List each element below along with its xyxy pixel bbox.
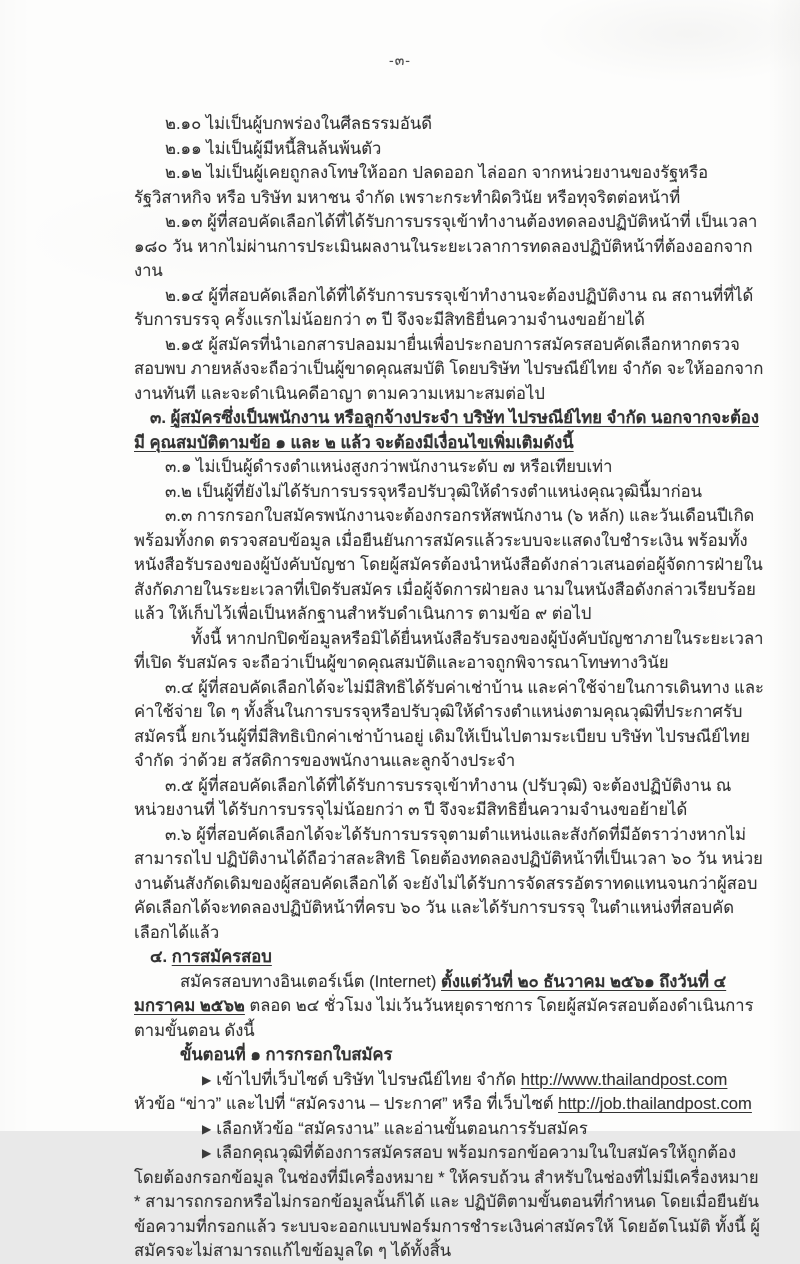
clause-3-2-text: ๓.๒ เป็นผู้ที่ยังไม่ได้รับการบรรจุหรือปรับวุฒิให้ดำรงตำแหน่งคุณวุฒินี้มาก่อน (165, 481, 702, 501)
clause-2-14-text: ๒.๑๔ ผู้ที่สอบคัดเลือกได้ที่ได้รับการบรรจุเข้าทำงานจะต้องปฏิบัติงาน ณ สถานที่ที่ได้รับการบรรจุ ครั้งแรกไม่น้อยกว่า ๓ ปี จึงจะมีสิทธิยื่นความจำนงขอย้ายได้ (134, 285, 754, 329)
section-3-heading (134, 406, 766, 455)
clause-2-13 (134, 210, 766, 284)
application-period-paragraph (134, 970, 766, 1044)
bullet-visit-website-text: หัวข้อ “ข่าว” และไปที่ “สมัครงาน – ประกาศ” หรือ ที่เว็บไซต์ (134, 1094, 559, 1113)
bullet-fill-form-text: เลือกคุณวุฒิที่ต้องการสมัครสอบ พร้อมกรอกข้อความในใบสมัครให้ถูกต้อง โดยต้องกรอกข้อมูล ในช่องที่มีเครื่องหมาย * ให้ครบถ้วน สำหรับในช่องที่ไม่มีเครื่องหมาย * สามารถกรอกหรือไม่กรอกข้อมูลนั้นก็ได้ และ ปฏิบัติตามขั้นตอนที่กำหนด โดยเมื่อยืนยันข้อความที่กรอกแล้ว ระบบจะออกแบบฟอร์มการชำระเงินค่าสมัครให้ โดยอัตโนมัติ ทั้งนี้ ผู้สมัครจะไม่สามารถแก้ไขข้อมูลใด ๆ ได้ทั้งสิ้น (134, 1143, 760, 1260)
bullet-select-topic (134, 1117, 766, 1142)
section-4-heading (134, 945, 766, 970)
clause-3-2 (134, 480, 766, 505)
bullet-visit-website-text: เข้าไปที่เว็บไซต์ บริษัท ไปรษณีย์ไทย จำกัด (216, 1069, 521, 1089)
clause-3-5-text: ๓.๕ ผู้ที่สอบคัดเลือกได้ที่ได้รับการบรรจุเข้าทำงาน (ปรับวุฒิ) จะต้องปฏิบัติงาน ณ หน่วยงานที่ ได้รับการบรรจุไม่น้อยกว่า ๓ ปี จึงจะมีสิทธิยื่นความจำนงขอย้ายได้ (134, 775, 732, 819)
clause-2-10 (134, 112, 766, 137)
clause-2-14 (134, 284, 766, 333)
bullet-fill-form (134, 1141, 766, 1264)
triangle-bullet-icon: ▶ (202, 1146, 212, 1160)
clause-3-3-text: ๓.๓ การกรอกใบสมัครพนักงานจะต้องกรอกรหัสพนักงาน (๖ หลัก) และวันเดือนปีเกิด พร้อมทั้งกด ตรวจสอบข้อมูล เมื่อยืนยันการสมัครแล้วระบบจะแสดงใบชำระเงิน พร้อมทั้งหนังสือรับรองของผู้บังคับบัญชา โดยผู้สมัครต้องนำหนังสือดังกล่าวเสนอต่อผู้จัดการฝ่ายในสังกัดภายในระยะเวลาที่เปิดรับสมัคร เมื่อผู้จัดการฝ่ายลง นามในหนังสือดังกล่าวเรียบร้อยแล้ว ให้เก็บไว้เพื่อเป็นหลักฐานสำหรับดำเนินการ ตามข้อ ๙ ต่อไป (134, 506, 763, 623)
clause-3-6 (134, 823, 766, 946)
page-number: -๓- (389, 52, 411, 68)
clause-3-6-text: ๓.๖ ผู้ที่สอบคัดเลือกได้จะได้รับการบรรจุตามตำแหน่งและสังกัดที่มีอัตราว่างหากไม่สามารถไป ปฏิบัติงานได้ถือว่าสละสิทธิ โดยต้องทดลองปฏิบัติหน้าที่เป็นเวลา ๖๐ วัน หน่วยงานต้นสังกัดเดิมของผู้สอบคัดเลือกได้ จะยังไม่ได้รับการจัดสรรอัตราทดแทนจนกว่าผู้สอบคัดเลือกได้จะทดลองปฏิบัติหน้าที่ครบ ๖๐ วัน และได้รับการบรรจุ ในตำแหน่งที่สอบคัดเลือกได้แล้ว (134, 824, 763, 942)
clause-2-11-text: ๒.๑๑ ไม่เป็นผู้มีหนี้สินล้นพ้นตัว (165, 138, 382, 158)
application-period-paragraph-text: ตั้งแต่วันที่ ๒๐ ธันวาคม ๒๕๖๑ ถึงวันที่ ๔ มกราคม ๒๕๖๒ (134, 971, 727, 1015)
section-4-heading-text: การสมัครสอบ (171, 947, 272, 966)
clause-3-5 (134, 774, 766, 823)
step-1-heading-text: ขั้นตอนที่ ๑ การกรอกใบสมัคร (180, 1045, 393, 1064)
clause-3-3-note-text: ทั้งนี้ หากปกปิดข้อมูลหรือมิได้ยื่นหนังสือรับรองของผู้บังคับบัญชาภายในระยะเวลาที่เปิด รับสมัคร จะถือว่าเป็นผู้ขาดคุณสมบัติและอาจถูกพิจารณาโทษทางวินัย (134, 628, 764, 672)
clause-2-12-text: ๒.๑๒ ไม่เป็นผู้เคยถูกลงโทษให้ออก ปลดออก ไล่ออก จากหน่วยงานของรัฐหรือรัฐวิสาหกิจ หรือ บริษัท มหาชน จำกัด เพราะกระทำผิดวินัย หรือทุจริตต่อหน้าที่ (134, 163, 709, 207)
clause-3-3 (134, 504, 766, 627)
application-period-paragraph-text: ตลอด ๒๔ ชั่วโมง ไม่เว้นวันหยุดราชการ โดยผู้สมัครสอบต้องดำเนินการตามขั้นตอน ดังนี้ (134, 996, 754, 1040)
clause-2-15 (134, 333, 766, 407)
section-3-heading-text: ผู้สมัครซึ่งเป็นพนักงาน หรือลูกจ้างประจำ บริษัท ไปรษณีย์ไทย จำกัด นอกจากจะต้องมี คุณสมบัติตามข้อ ๑ และ ๒ แล้ว จะต้องมีเงื่อนไขเพิ่มเติมดังนี้ (134, 408, 759, 452)
clause-3-3-note (134, 627, 766, 676)
url-thailandpost: http://www.thailandpost.com (520, 1069, 728, 1089)
clause-3-4-text: ๓.๔ ผู้ที่สอบคัดเลือกได้จะไม่มีสิทธิได้รับค่าเช่าบ้าน และค่าใช้จ่ายในการเดินทาง และค่าใช้จ่าย ใด ๆ ทั้งสิ้นในการบรรจุหรือปรับวุฒิให้ดำรงตำแหน่งตามคุณวุฒิที่ประกาศรับสมัครนี้ ยกเว้นผู้ที่มีสิทธิเบิกค่าเช่าบ้านอยู่ เดิมให้เป็นไปตามระเบียบ บริษัท ไปรษณีย์ไทย จำกัด ว่าด้วย สวัสดิการของพนักงานและลูกจ้างประจำ (134, 677, 764, 770)
clause-3-1-text: ๓.๑ ไม่เป็นผู้ดำรงตำแหน่งสูงกว่าพนักงานระดับ ๗ หรือเทียบเท่า (165, 457, 613, 476)
clause-2-10-text: ๒.๑๐ ไม่เป็นผู้บกพร่องในศีลธรรมอันดี (165, 114, 432, 133)
section-4-heading-text: ๔. (150, 947, 172, 966)
clause-3-1 (134, 455, 766, 480)
section-3-heading-text: ๓. (150, 408, 171, 427)
step-1-heading (134, 1043, 766, 1068)
bullet-select-topic-text: เลือกหัวข้อ “สมัครงาน” และอ่านขั้นตอนการรับสมัคร (216, 1118, 588, 1138)
clause-2-11 (134, 137, 766, 162)
triangle-bullet-icon: ▶ (202, 1121, 212, 1136)
clause-2-13-text: ๒.๑๓ ผู้ที่สอบคัดเลือกได้ที่ได้รับการบรรจุเข้าทำงานต้องทดลองปฏิบัติหน้าที่ เป็นเวลา ๑๘๐ วัน หากไม่ผ่านการประเมินผลงานในระยะเวลาการทดลองปฏิบัติหน้าที่ต้องออกจากงาน (134, 212, 758, 280)
clause-2-15-text: ๒.๑๕ ผู้สมัครที่นำเอกสารปลอมมายื่นเพื่อประกอบการสมัครสอบคัดเลือกหากตรวจสอบพบ ภายหลังจะถือว่าเป็นผู้ขาดคุณสมบัติ โดยบริษัท ไปรษณีย์ไทย จำกัด จะให้ออกจากงานทันที และจะดำเนินคดีอาญา ตามความเหมาะสมต่อไป (134, 334, 764, 403)
triangle-bullet-icon: ▶ (202, 1072, 212, 1087)
document-body (134, 112, 766, 1264)
clause-2-12 (134, 161, 766, 210)
bullet-visit-website (134, 1068, 766, 1117)
clause-3-4 (134, 676, 766, 774)
application-period-paragraph-text: สมัครสอบทางอินเตอร์เน็ต (Internet) (180, 971, 442, 991)
url-job-thailandpost: http://job.thailandpost.com (558, 1094, 752, 1113)
